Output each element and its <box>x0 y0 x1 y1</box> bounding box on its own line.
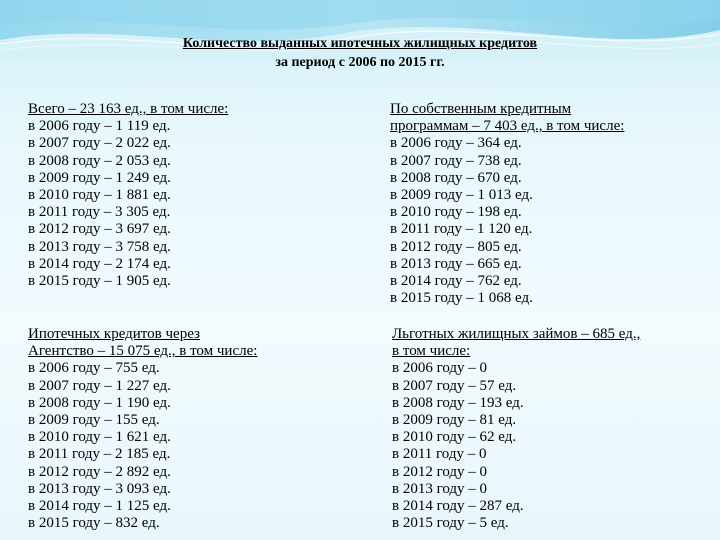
list-item: в 2011 году – 1 120 ед. <box>390 221 533 238</box>
list-item: в 2012 году – 3 697 ед. <box>28 221 171 238</box>
page-title <box>0 34 720 72</box>
own-programs-header-1: По собственным кредитным <box>390 101 572 117</box>
own-programs-block <box>390 101 624 307</box>
preferential-header-2: в том числе: <box>392 343 471 360</box>
title-line-1: Количество выданных ипотечных жилищных кредитов <box>182 36 538 51</box>
list-item: в 2009 году – 155 ед. <box>28 412 160 429</box>
list-item: в 2008 году – 193 ед. <box>392 394 524 411</box>
list-item: в 2006 году – 1 119 ед. <box>28 118 171 135</box>
list-item: в 2013 году – 0 <box>392 480 488 497</box>
list-item: в 2007 году – 738 ед. <box>390 152 522 169</box>
agency-header-1: Ипотечных кредитов через <box>28 326 200 342</box>
own-programs-header-2: программам – 7 403 ед., в том числе: <box>390 118 625 135</box>
list-item: в 2009 году – 1 249 ед. <box>28 169 171 186</box>
total-loans-block <box>28 101 228 290</box>
list-item: в 2010 году – 1 621 ед. <box>28 429 171 446</box>
list-item: в 2006 году – 364 ед. <box>390 135 522 152</box>
list-item: в 2015 году – 5 ед. <box>392 515 509 532</box>
list-item: в 2008 году – 1 190 ед. <box>28 394 171 411</box>
list-item: в 2012 году – 805 ед. <box>390 238 522 255</box>
list-item: в 2014 году – 2 174 ед. <box>28 255 171 272</box>
preferential-header-1: Льготных жилищных займов – 685 ед., <box>392 326 641 342</box>
list-item: в 2013 году – 3 093 ед. <box>28 480 171 497</box>
list-item: в 2006 году – 755 ед. <box>28 360 160 377</box>
preferential-loans-block <box>392 326 640 532</box>
list-item: в 2010 году – 1 881 ед. <box>28 187 171 204</box>
list-item: в 2008 году – 670 ед. <box>390 169 522 186</box>
list-item: в 2006 году – 0 <box>392 360 488 377</box>
list-item: в 2015 году – 832 ед. <box>28 515 160 532</box>
list-item: в 2007 году – 2 022 ед. <box>28 135 171 152</box>
list-item: в 2012 году – 2 892 ед. <box>28 463 171 480</box>
list-item: в 2010 году – 198 ед. <box>390 204 522 221</box>
list-item: в 2009 году – 1 013 ед. <box>390 187 533 204</box>
list-item: в 2014 году – 1 125 ед. <box>28 498 171 515</box>
list-item: в 2013 году – 665 ед. <box>390 255 522 272</box>
total-header: Всего – 23 163 ед., в том числе: <box>28 101 229 117</box>
list-item: в 2009 году – 81 ед. <box>392 412 517 429</box>
list-item: в 2014 году – 287 ед. <box>392 498 524 515</box>
list-item: в 2007 году – 1 227 ед. <box>28 377 171 394</box>
list-item: в 2008 году – 2 053 ед. <box>28 152 171 169</box>
list-item: в 2011 году – 2 185 ед. <box>28 446 171 463</box>
list-item: в 2011 году – 3 305 ед. <box>28 204 171 221</box>
list-item: в 2013 году – 3 758 ед. <box>28 238 171 255</box>
title-line-2: за период с 2006 по 2015 гг. <box>275 55 445 70</box>
list-item: в 2015 году – 1 905 ед. <box>28 273 171 290</box>
agency-header-2: Агентство – 15 075 ед., в том числе: <box>28 343 258 360</box>
list-item: в 2014 году – 762 ед. <box>390 273 522 290</box>
list-item: в 2011 году – 0 <box>392 446 487 463</box>
list-item: в 2012 году – 0 <box>392 463 488 480</box>
agency-loans-block <box>28 326 257 532</box>
list-item: в 2010 году – 62 ед. <box>392 429 517 446</box>
list-item: в 2007 году – 57 ед. <box>392 377 517 394</box>
list-item: в 2015 году – 1 068 ед. <box>390 290 533 307</box>
